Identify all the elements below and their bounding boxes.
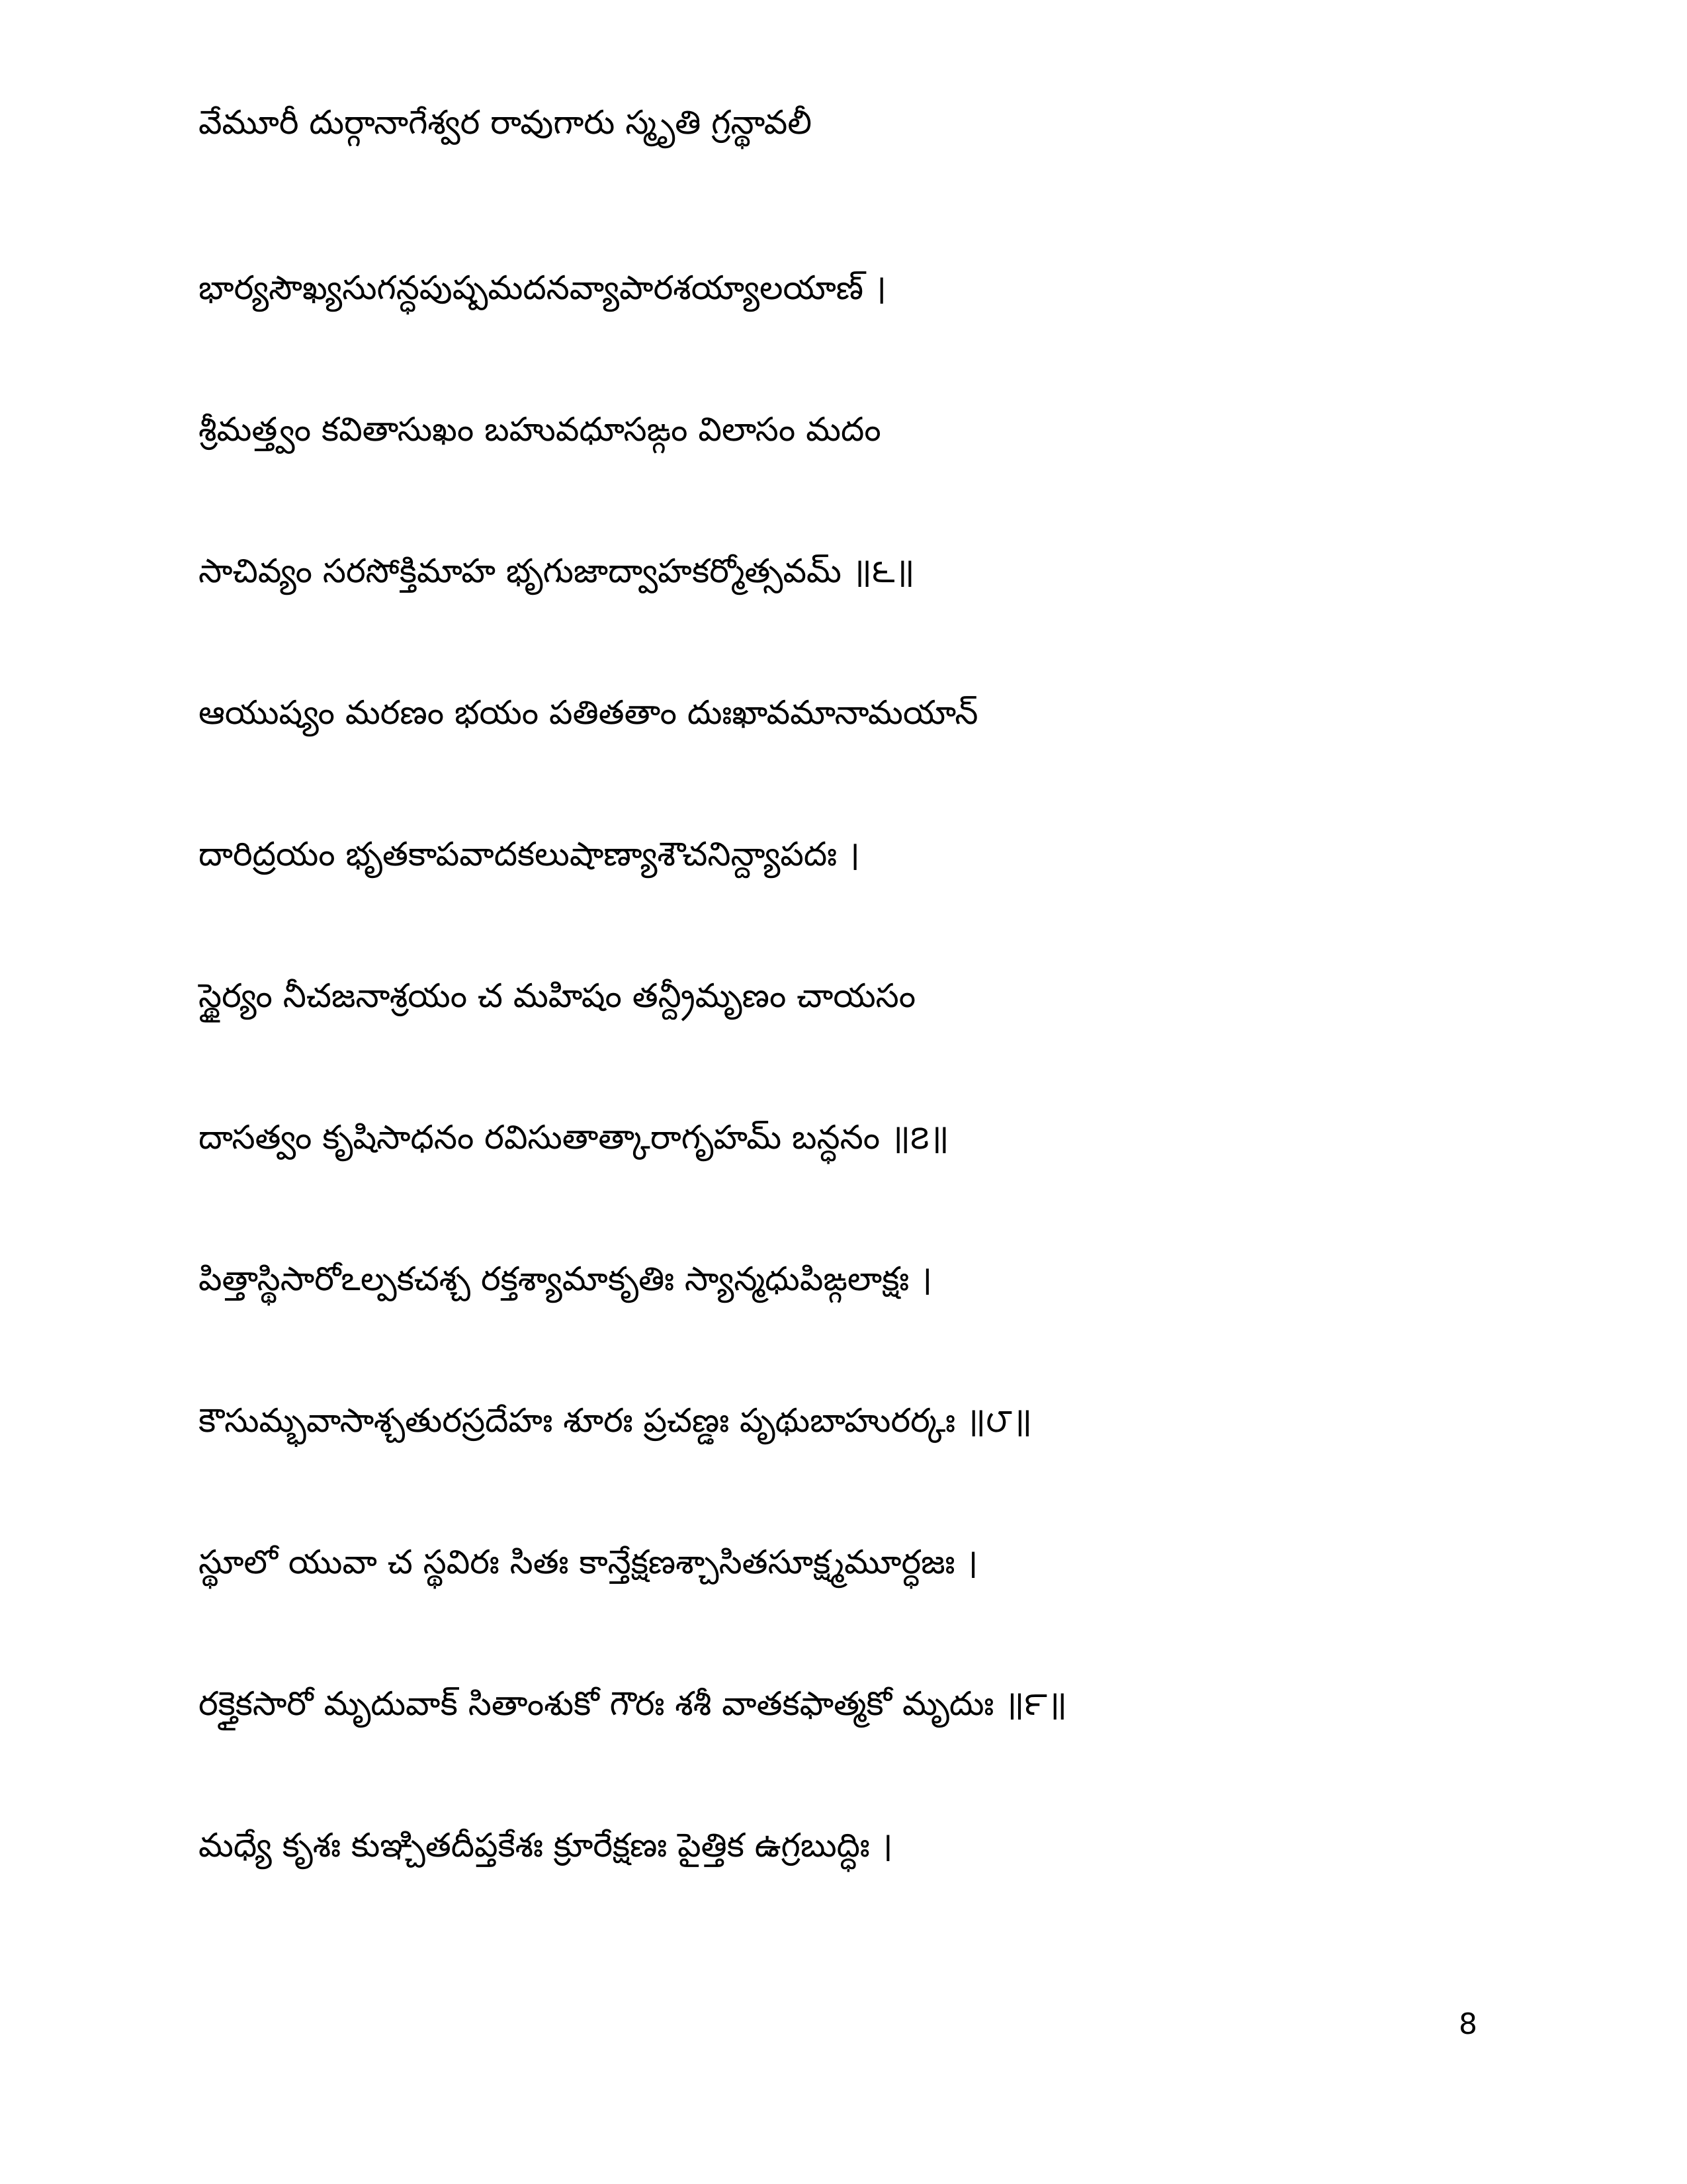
verse-line: దారిద్రయం భృతకాపవాదకలుషాణ్యాశౌచనిన్ద్యాపదః ।	[198, 835, 860, 873]
verse-block	[198, 265, 1522, 1964]
verse-line: సాచివ్యం సరసోక్తిమాహ భృగుజాద్వాహకర్మోత్సవమ్ ॥౬॥	[198, 552, 915, 590]
verse-line: స్థూలో యువా చ స్థవిరః సితః కాన్తేక్షణశ్చాసితసూక్ష్మమూర్ధజః ।	[198, 1543, 978, 1581]
verse-line: రక్తైకసారో మృదువాక్ సితాంశుకో గౌరః శశీ వాతకఫాత్మకో మృదుః ॥౯॥	[198, 1684, 1068, 1723]
page-header-title: వేమూరీ దుర్గానాగేశ్వర రావుగారు స్మృతి గ్రన్థావలీ	[198, 103, 812, 142]
verse-line: దాసత్వం కృషిసాధనం రవిసుతాత్కారాగృహమ్ బన్ధనం ॥౭॥	[198, 1118, 949, 1157]
verse-line: శ్రీమత్త్వం కవితాసుఖం బహువధూసఙ్గం విలాసం మదం	[198, 410, 881, 449]
verse-line: కౌసుమ్భవాసాశ్చతురస్రదేహః శూరః ప్రచణ్డః పృథుబాహురర్కః ॥౮॥	[198, 1401, 1033, 1440]
page-number: 8	[1459, 2007, 1477, 2041]
verse-line: ఆయుష్యం మరణం భయం పతితతాం దుఃఖావమానామయాన్	[198, 693, 978, 732]
verse-line: భార్యసౌఖ్యసుగన్ధపుష్పమదనవ్యాపారశయ్యాలయాణ్ ।	[198, 269, 887, 307]
verse-line: మధ్యే కృశః కుఞ్చితదీప్తకేశః క్రూరేక్షణః పైత్తిక ఉగ్రబుద్ధిః ।	[198, 1826, 893, 1864]
verse-line: పిత్తాస్థిసారోఽల్పకచశ్చ రక్తశ్యామాకృతిః స్యాన్మధుపిఙ్గలాక్షః ।	[198, 1260, 933, 1298]
verse-line: స్థైర్యం నీచజనాశ్రయం చ మహిషం తన్ద్రీమృణం చాయసం	[198, 977, 916, 1015]
